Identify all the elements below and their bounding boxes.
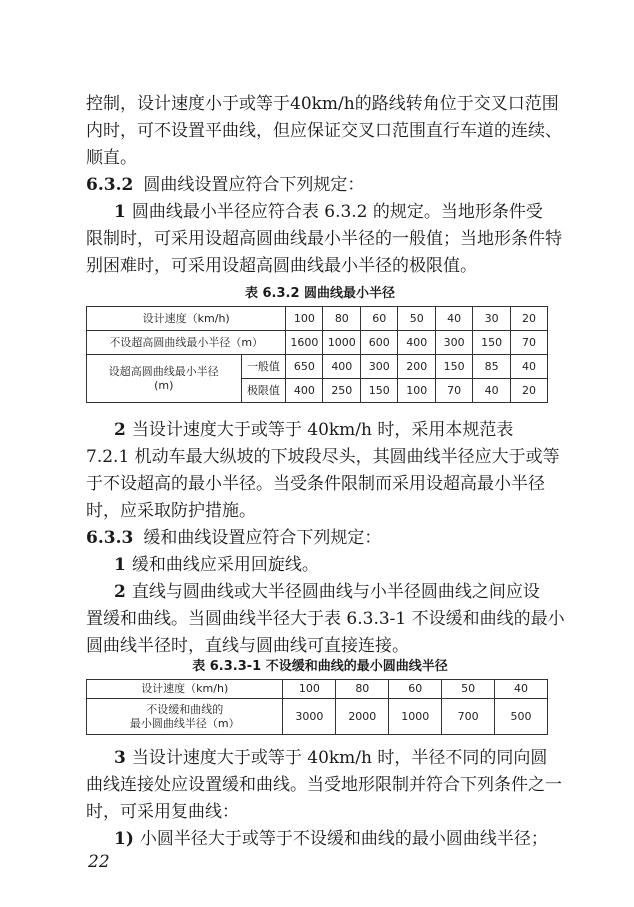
item-number: 1)	[114, 829, 134, 849]
item-number: 1	[114, 202, 126, 222]
table-cell: 400	[398, 331, 436, 355]
item-text: 当设计速度大于或等于 40km/h 时，采用本规范表	[131, 420, 514, 440]
paragraph-line: 圆曲线半径时，直线与圆曲线可直接连接。	[86, 636, 409, 656]
table-cell: 70	[436, 379, 473, 403]
section-number: 6.3.2	[86, 175, 134, 195]
table-caption: 表 6.3.3-1 不设缓和曲线的最小圆曲线半径	[192, 659, 448, 674]
table-cell: 50	[398, 307, 436, 331]
table-cell: 300	[436, 331, 473, 355]
table-cell: 400	[286, 379, 323, 403]
item-text: 当设计速度大于或等于 40km/h 时，半径不同的同向圆	[131, 748, 548, 768]
paragraph-line	[114, 200, 582, 224]
table-row	[87, 331, 548, 355]
section-heading	[86, 173, 554, 197]
section-number: 6.3.3	[86, 528, 134, 548]
paragraph-line: 控制，设计速度小于或等于40km/h的路线转角位于交叉口范围	[86, 94, 559, 114]
section-title: 圆曲线设置应符合下列规定：	[143, 175, 365, 195]
paragraph-line	[114, 580, 582, 604]
table-header-cell: 不设超高圆曲线最小半径（m）	[87, 331, 286, 355]
table-header-cell	[87, 355, 242, 403]
table-cell: 200	[398, 355, 436, 379]
paragraph-line	[114, 746, 582, 770]
table-cell: 100	[286, 307, 323, 331]
table-header-cell: 一般值	[241, 355, 286, 379]
table-cell: 2000	[336, 699, 389, 735]
paragraph-line: 曲线连接处应设置缓和曲线。当受地形限制并符合下列条件之一	[86, 775, 562, 795]
paragraph-line	[114, 827, 582, 851]
paragraph-line: 置缓和曲线。当圆曲线半径大于表 6.3.3-1 不设缓和曲线的最小	[86, 609, 565, 629]
table-header-label: (m)	[154, 378, 174, 392]
table-cell: 85	[473, 355, 511, 379]
table-cell: 80	[336, 680, 389, 699]
paragraph-line: 顺直。	[86, 148, 137, 168]
paragraph-line	[114, 418, 582, 442]
table-cell: 700	[442, 699, 495, 735]
paragraph-line: 时，应采取防护措施。	[86, 501, 256, 521]
table-header-cell: 设计速度（km/h)	[87, 307, 286, 331]
item-number: 2	[114, 420, 126, 440]
paragraph-line	[114, 553, 582, 577]
table-min-radius	[86, 306, 548, 403]
table-cell: 500	[495, 699, 548, 735]
paragraph-line: 时，可采用复曲线：	[86, 802, 239, 822]
table-header-label: 最小圆曲线半径（m）	[129, 716, 240, 730]
page-number: 22	[88, 852, 110, 872]
table-cell: 40	[511, 355, 548, 379]
table-cell: 70	[511, 331, 548, 355]
table-cell: 20	[511, 307, 548, 331]
table-cell: 150	[473, 331, 511, 355]
table-no-transition-radius	[86, 679, 548, 735]
table-header-label: 不设缓和曲线的	[146, 702, 224, 716]
table-header-cell: 设计速度（km/h)	[87, 680, 283, 699]
paragraph-line: 内时，可不设置平曲线，但应保证交叉口范围直行车道的连续、	[86, 121, 562, 141]
item-text: 缓和曲线应采用回旋线。	[131, 555, 319, 575]
table-cell: 1000	[389, 699, 442, 735]
paragraph-line: 别困难时，可采用设超高圆曲线最小半径的极限值。	[86, 256, 477, 276]
table-cell: 30	[473, 307, 511, 331]
table-cell: 60	[389, 680, 442, 699]
section-title: 缓和曲线设置应符合下列规定：	[143, 528, 382, 548]
table-caption: 表 6.3.2 圆曲线最小半径	[244, 286, 396, 301]
table-cell: 80	[323, 307, 361, 331]
table-cell: 40	[436, 307, 473, 331]
table-cell: 400	[323, 355, 361, 379]
table-cell: 40	[495, 680, 548, 699]
paragraph-line: 于不设超高的最小半径。当受条件限制而采用设超高最小半径	[86, 474, 545, 494]
paragraph-line: 7.2.1 机动车最大纵坡的下坡段尽头，其圆曲线半径应大于或等	[86, 447, 560, 467]
item-number: 1	[114, 555, 126, 575]
table-cell: 250	[323, 379, 361, 403]
table-header-label: 设超高圆曲线最小半径	[108, 364, 219, 378]
table-cell: 150	[361, 379, 398, 403]
table-row	[87, 699, 548, 735]
table-row	[87, 680, 548, 699]
table-cell: 40	[473, 379, 511, 403]
table-cell: 50	[442, 680, 495, 699]
table-cell: 3000	[283, 699, 336, 735]
table-row	[87, 307, 548, 331]
item-text: 圆曲线最小半径应符合表 6.3.2 的规定。当地形条件受	[131, 202, 543, 222]
table-cell: 650	[286, 355, 323, 379]
table-cell: 1600	[286, 331, 323, 355]
table-cell: 100	[398, 379, 436, 403]
paragraph-line: 限制时，可采用设超高圆曲线最小半径的一般值；当地形条件特	[86, 229, 562, 249]
item-text: 小圆半径大于或等于不设缓和曲线的最小圆曲线半径；	[139, 829, 548, 849]
item-text: 直线与圆曲线或大半径圆曲线与小半径圆曲线之间应设	[131, 582, 540, 602]
table-cell: 100	[283, 680, 336, 699]
table-header-cell	[87, 699, 283, 735]
item-number: 3	[114, 748, 126, 768]
table-header-cell: 极限值	[241, 379, 286, 403]
table-cell: 150	[436, 355, 473, 379]
section-heading	[86, 526, 554, 550]
table-cell: 1000	[323, 331, 361, 355]
table-row	[87, 355, 548, 379]
table-cell: 20	[511, 379, 548, 403]
table-cell: 60	[361, 307, 398, 331]
table-cell: 600	[361, 331, 398, 355]
item-number: 2	[114, 582, 126, 602]
table-cell: 300	[361, 355, 398, 379]
